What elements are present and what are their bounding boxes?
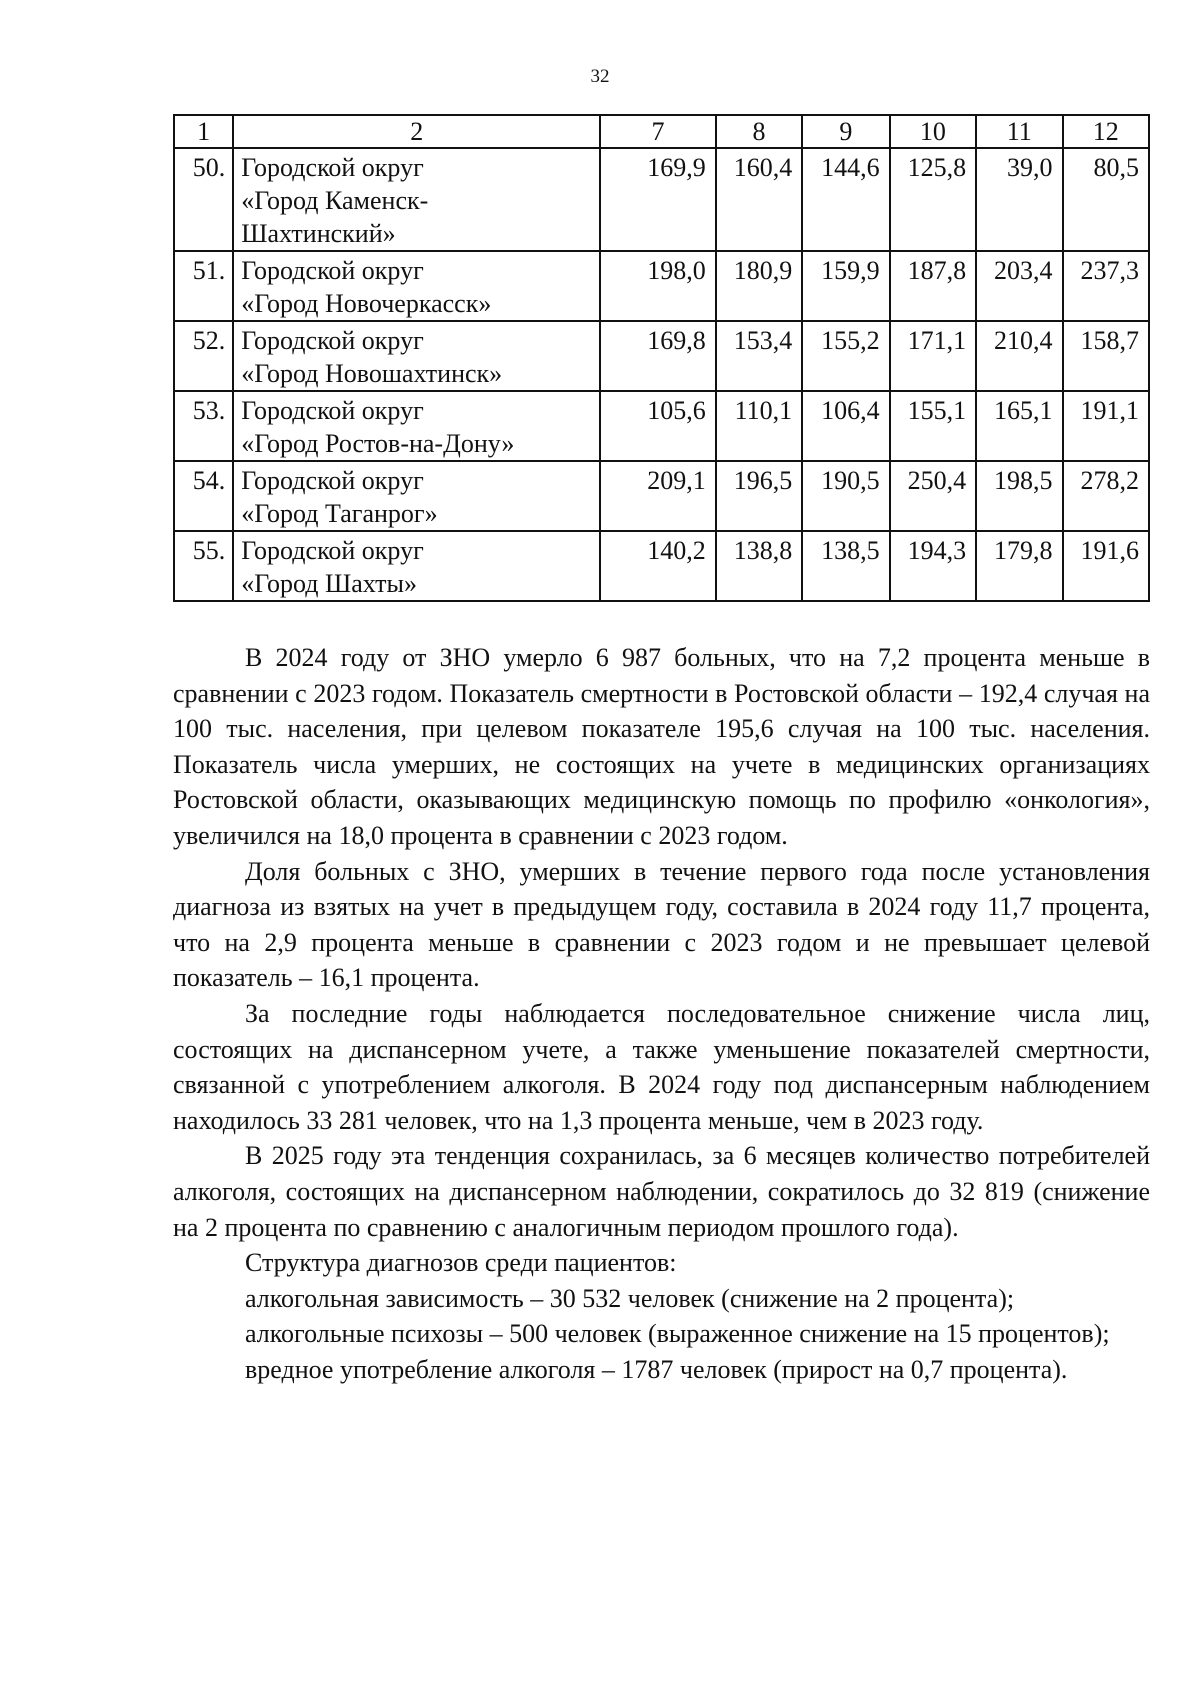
value-cell: 138,8 bbox=[716, 531, 802, 601]
row-index: 55. bbox=[174, 531, 233, 601]
name-line: «Город Ростов-на-Дону» bbox=[241, 429, 515, 458]
district-name bbox=[233, 148, 600, 251]
name-line: «Город Каменск- bbox=[241, 186, 429, 215]
page-number: 32 bbox=[590, 66, 610, 87]
row-index: 53. bbox=[174, 391, 233, 461]
table-row bbox=[174, 531, 1149, 601]
value-cell: 237,3 bbox=[1063, 251, 1150, 321]
name-line: Городской округ bbox=[241, 326, 424, 355]
list-item: вредное употребление алкоголя – 1787 человек (прирост на 0,7 процента). bbox=[245, 1354, 1068, 1384]
list-item: алкогольная зависимость – 30 532 человек (снижение на 2 процента); bbox=[245, 1283, 1015, 1313]
name-line: Городской округ bbox=[241, 153, 424, 182]
value-cell: 169,9 bbox=[600, 148, 716, 251]
value-cell: 160,4 bbox=[716, 148, 802, 251]
value-cell: 80,5 bbox=[1063, 148, 1150, 251]
name-line: «Город Таганрог» bbox=[241, 499, 438, 528]
value-cell: 153,4 bbox=[716, 321, 802, 391]
table-row bbox=[174, 461, 1149, 531]
value-cell: 169,8 bbox=[600, 321, 716, 391]
row-index: 51. bbox=[174, 251, 233, 321]
table-row bbox=[174, 321, 1149, 391]
value-cell: 158,7 bbox=[1063, 321, 1150, 391]
value-cell: 159,9 bbox=[802, 251, 889, 321]
value-cell: 278,2 bbox=[1063, 461, 1150, 531]
value-cell: 140,2 bbox=[600, 531, 716, 601]
column-header: 12 bbox=[1063, 115, 1150, 148]
value-cell: 250,4 bbox=[890, 461, 976, 531]
row-index: 50. bbox=[174, 148, 233, 251]
value-cell: 106,4 bbox=[802, 391, 889, 461]
name-line: «Город Новочеркасск» bbox=[241, 289, 492, 318]
district-name bbox=[233, 251, 600, 321]
district-name bbox=[233, 391, 600, 461]
value-cell: 105,6 bbox=[600, 391, 716, 461]
name-line: Городской округ bbox=[241, 536, 424, 565]
value-cell: 187,8 bbox=[890, 251, 976, 321]
paragraph: В 2025 году эта тенденция сохранилась, за 6 месяцев количество потребителей алкоголя, состоящих на диспансерном наблюдении, сократилось до 32 819 (снижение на 2 процента по сравнению с аналогичным периодом прошлого года). bbox=[173, 1141, 1150, 1242]
row-index: 54. bbox=[174, 461, 233, 531]
value-cell: 110,1 bbox=[716, 391, 802, 461]
value-cell: 155,1 bbox=[890, 391, 976, 461]
table-header-row bbox=[174, 115, 1149, 148]
value-cell: 203,4 bbox=[976, 251, 1062, 321]
district-name bbox=[233, 321, 600, 391]
value-cell: 191,6 bbox=[1063, 531, 1150, 601]
name-line: Шахтинский» bbox=[241, 219, 396, 248]
value-cell: 39,0 bbox=[976, 148, 1062, 251]
paragraph: Доля больных с ЗНО, умерших в течение первого года после установления диагноза из взятых на учет в предыдущем году, составила в 2024 году 11,7 процента, что на 2,9 процента меньше в сравнении с 2023 годом и не превышает целевой показатель – 16,1 процента. bbox=[173, 856, 1150, 993]
paragraph: Структура диагнозов среди пациентов: bbox=[245, 1248, 677, 1278]
value-cell: 210,4 bbox=[976, 321, 1062, 391]
column-header: 10 bbox=[890, 115, 976, 148]
value-cell: 155,2 bbox=[802, 321, 889, 391]
district-name bbox=[233, 461, 600, 531]
value-cell: 190,5 bbox=[802, 461, 889, 531]
paragraph: В 2024 году от ЗНО умерло 6 987 больных, что на 7,2 процента меньше в сравнении с 2023 годом. Показатель смертности в Ростовской области – 192,4 случая на 100 тыс. населения, при целевом показателе 195,6 случая на 100 тыс. населения. Показатель числа умерших, не состоящих на учете в медицинских организациях Ростовской области, оказывающих медицинскую помощь по профилю «онкология», увеличился на 18,0 процента в сравнении с 2023 годом. bbox=[173, 643, 1150, 850]
column-header: 9 bbox=[802, 115, 889, 148]
name-line: Городской округ bbox=[241, 466, 424, 495]
value-cell: 191,1 bbox=[1063, 391, 1150, 461]
list-item: алкогольные психозы – 500 человек (выраженное снижение на 15 процентов); bbox=[245, 1319, 1110, 1349]
value-cell: 198,0 bbox=[600, 251, 716, 321]
value-cell: 171,1 bbox=[890, 321, 976, 391]
value-cell: 144,6 bbox=[802, 148, 889, 251]
name-line: Городской округ bbox=[241, 396, 424, 425]
value-cell: 179,8 bbox=[976, 531, 1062, 601]
table-row bbox=[174, 391, 1149, 461]
value-cell: 196,5 bbox=[716, 461, 802, 531]
name-line: «Город Шахты» bbox=[241, 569, 417, 598]
column-header: 1 bbox=[174, 115, 233, 148]
statistics-table bbox=[173, 114, 1150, 602]
row-index: 52. bbox=[174, 321, 233, 391]
column-header: 11 bbox=[976, 115, 1062, 148]
value-cell: 209,1 bbox=[600, 461, 716, 531]
value-cell: 165,1 bbox=[976, 391, 1062, 461]
value-cell: 180,9 bbox=[716, 251, 802, 321]
table-row bbox=[174, 148, 1149, 251]
body-text bbox=[173, 640, 1150, 1387]
name-line: «Город Новошахтинск» bbox=[241, 359, 503, 388]
value-cell: 194,3 bbox=[890, 531, 976, 601]
column-header: 7 bbox=[600, 115, 716, 148]
value-cell: 198,5 bbox=[976, 461, 1062, 531]
paragraph: За последние годы наблюдается последовательное снижение числа лиц, состоящих на диспансерном учете, а также уменьшение показателей смертности, связанной с употреблением алкоголя. В 2024 году под диспансерным наблюдением находилось 33 281 человек, что на 1,3 процента меньше, чем в 2023 году. bbox=[173, 998, 1150, 1135]
value-cell: 138,5 bbox=[802, 531, 889, 601]
value-cell: 125,8 bbox=[890, 148, 976, 251]
table-row bbox=[174, 251, 1149, 321]
column-header: 2 bbox=[233, 115, 600, 148]
column-header: 8 bbox=[716, 115, 802, 148]
district-name bbox=[233, 531, 600, 601]
name-line: Городской округ bbox=[241, 256, 424, 285]
